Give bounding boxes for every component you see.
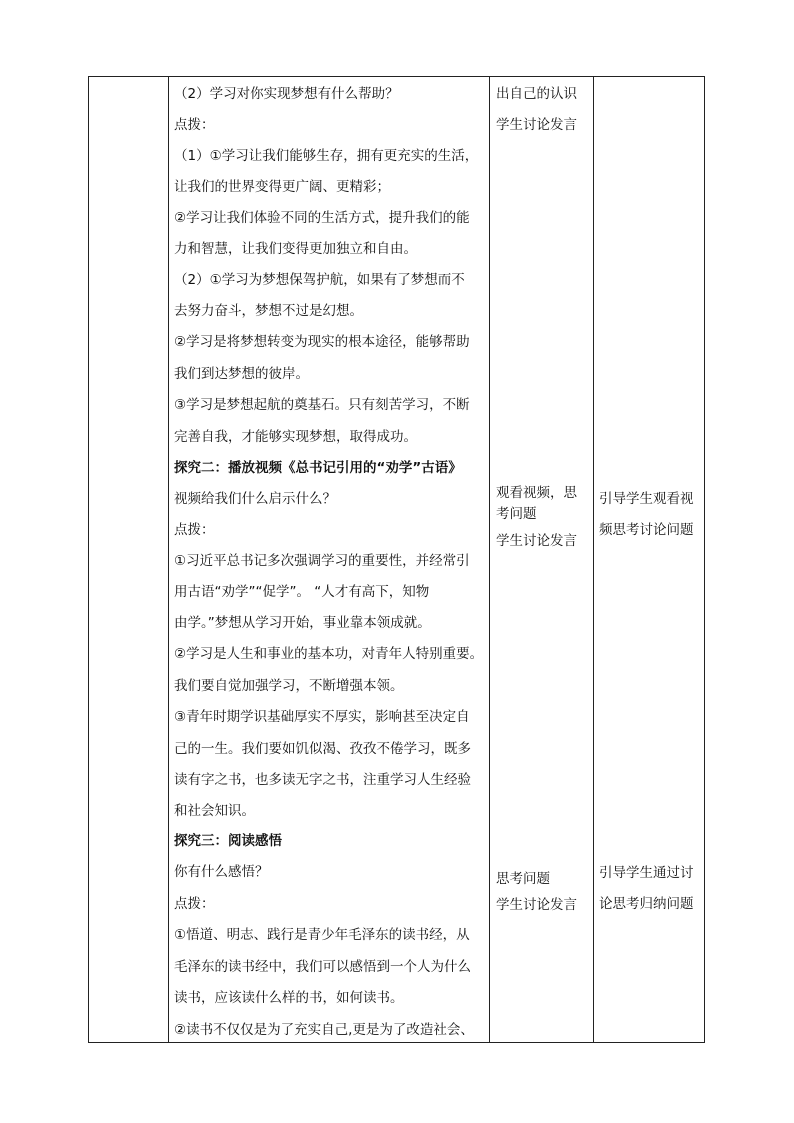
content-line: 我们到达梦想的彼岸。 [174, 366, 309, 382]
section-heading: 探究二：播放视频《总书记引用的“劝学”古语》 [174, 460, 462, 476]
content-line: ③青年时期学识基础厚实不厚实，影响甚至决定自 [174, 709, 470, 725]
student-activity-line: 学生讨论发言 [496, 897, 577, 913]
content-line: ②读书不仅仅是为了充实自己,更是为了改造社会、 [174, 1022, 474, 1038]
content-line: ①习近平总书记多次强调学习的重要性，并经常引 [174, 553, 470, 569]
content-line: 视频给我们什么启示什么？ [174, 491, 336, 507]
teacher-activity-line: 引导学生观看视 [599, 491, 694, 507]
column-divider [168, 77, 169, 1042]
student-activity-line: 出自己的认识 [496, 86, 577, 102]
content-line: 点拨： [174, 522, 215, 538]
content-line: 读有字之书，也多读无字之书，注重学习人生经验 [174, 772, 471, 788]
teacher-activity-line: 频思考讨论问题 [599, 522, 694, 538]
content-line: 我们要自觉加强学习，不断增强本领。 [174, 678, 404, 694]
content-line: 让我们的世界变得更广阔、更精彩； [174, 179, 390, 195]
content-line: （1）①学习让我们能够生存，拥有更充实的生活， [174, 148, 479, 164]
student-activity-line: 学生讨论发言 [496, 117, 577, 133]
content-line: ①悟道、明志、践行是青少年毛泽东的读书经，从 [174, 927, 470, 943]
content-line: ②学习是人生和事业的基本功，对青年人特别重要。 [174, 646, 484, 662]
content-line: ②学习是将梦想转变为现实的根本途径，能够帮助 [174, 334, 470, 350]
content-line: 读书，应该读什么样的书，如何读书。 [174, 990, 404, 1006]
content-line: 和社会知识。 [174, 803, 255, 819]
content-line: 你有什么感悟？ [174, 864, 269, 880]
student-activity-line: 思考问题 [496, 871, 550, 887]
teaching-content-cell [174, 77, 486, 1042]
content-line: 点拨： [174, 117, 215, 133]
stage-cell [89, 77, 168, 1042]
student-activity-line: 学生讨论发言 [496, 533, 577, 549]
student-activity-line: 考问题 [496, 506, 537, 522]
content-line: 去努力奋斗，梦想不过是幻想。 [174, 303, 363, 319]
teacher-activity-line: 引导学生通过讨 [599, 865, 694, 881]
teacher-activity-cell [599, 77, 703, 1042]
content-line: （2）学习对你实现梦想有什么帮助？ [174, 86, 399, 102]
content-line: 毛泽东的读书经中，我们可以感悟到一个人为什么 [174, 959, 471, 975]
content-line: （2）①学习为梦想保驾护航，如果有了梦想而不 [174, 272, 465, 288]
section-heading: 探究三：阅读感悟 [174, 833, 282, 849]
content-line: 完善自我，才能够实现梦想，取得成功。 [174, 429, 417, 445]
content-line: 己的一生。我们要如饥似渴、孜孜不倦学习，既多 [174, 741, 471, 757]
teacher-activity-line: 论思考归纳问题 [599, 896, 694, 912]
column-divider [593, 77, 594, 1042]
content-line: ③学习是梦想起航的奠基石。只有刻苦学习，不断 [174, 397, 470, 413]
student-activity-cell [496, 77, 590, 1042]
student-activity-line: 观看视频，思 [496, 485, 577, 501]
content-line: 力和智慧，让我们变得更加独立和自由。 [174, 241, 417, 257]
content-line: 用古语“劝学”“促学”。 “人才有高下，知物 [174, 584, 430, 600]
content-line: 点拨： [174, 896, 215, 912]
content-line: ②学习让我们体验不同的生活方式，提升我们的能 [174, 210, 470, 226]
lesson-table [88, 76, 705, 1043]
column-divider [489, 77, 490, 1042]
content-line: 由学。”梦想从学习开始，事业靠本领成就。 [174, 615, 431, 631]
